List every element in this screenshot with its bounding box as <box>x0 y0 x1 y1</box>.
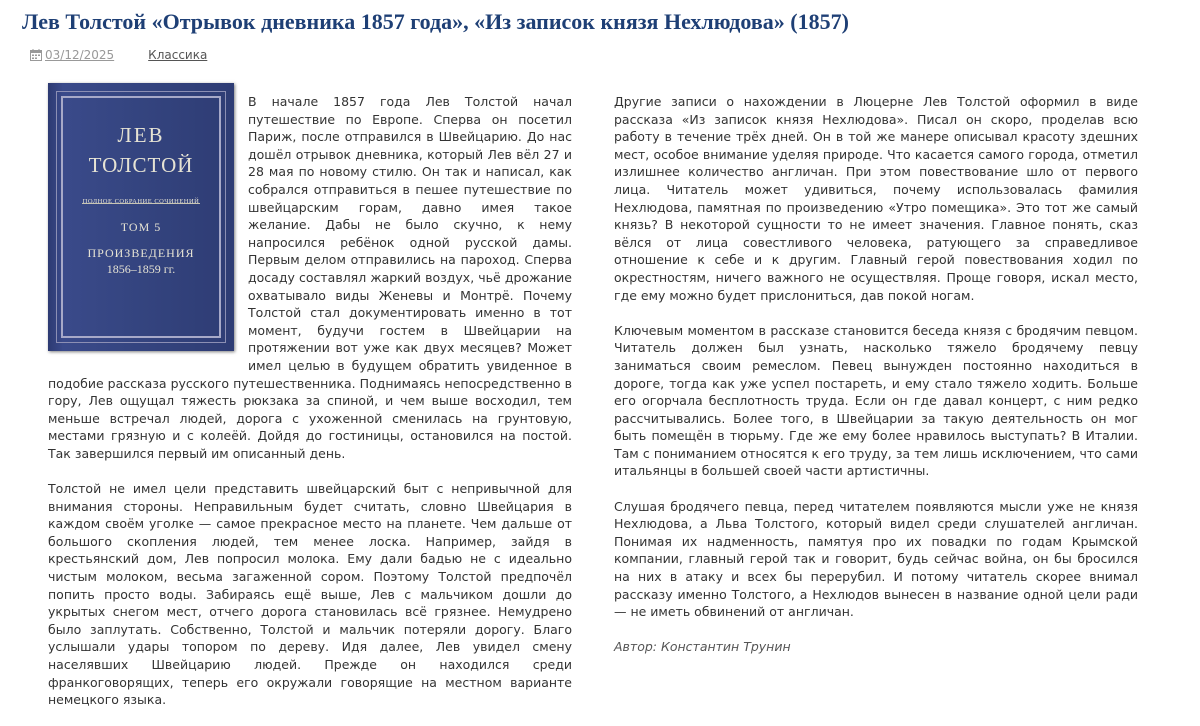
paragraph-right-2: Ключевым моментом в рассказе становится беседа князя с бродячим певцом. Читатель должен был узнать, насколько тяжело бродячему певцу заниматься своим ремеслом. Певец вынужден постоянно находиться в дороге, тогда как уже успел постареть, и ему стало тяжело ходить. Больше его огорчала бесплотность труда. Если он где давал концерт, с ним редко рассчитывались. Более того, в Швейцарии за такую деятельность он мог быть помещён в тюрьму. Где же ему более нравилось выступать? В Италии. Там с пониманием относятся к его труду, за тем лишь исключением, что сами итальянцы в большей своей части артистичны. <box>614 322 1138 479</box>
book-cover-series: ПОЛНОЕ СОБРАНИЕ СОЧИНЕНИЙ <box>82 198 200 205</box>
author-credit: Автор: Константин Трунин <box>614 639 791 655</box>
book-cover-works: ПРОИЗВЕДЕНИЯ <box>87 246 195 260</box>
article-meta <box>30 46 207 64</box>
paragraph-left-2: Толстой не имел цели представить швейцарский быт с непривычной для внимания стороны. Неправильным будет считать, словно Швейцария в каждом своём уголке — самое прекрасное место на планете. Чем дальше от большого скопления людей, тем менее лоска. Например, зайдя в крестьянский дом, Лев попросил молока. Ему дали бадью не с идеально чистым молоком, весьма загаженной сором. Поэтому Толстой предпочёл попить просто воды. Забираясь ещё выше, Лев с мальчиком дошли до укрытых снегом мест, отчего дорога становилась всё грязнее. Немудрено было заплутать. Собственно, Толстой и мальчик потеряли дорогу. Благо услышали удары топором по дереву. Идя далее, Лев увидел смену населявших Швейцарию людей. Прежде он находился среди франкоговорящих, теперь его окружали говорящие на местном варианте немецкого языка. <box>48 481 572 708</box>
book-cover-image <box>48 83 234 351</box>
book-cover-author-last: ТОЛСТОЙ <box>88 153 194 177</box>
article-title: Лев Толстой «Отрывок дневника 1857 года», «Из записок князя Нехлюдова» (1857) <box>22 9 849 34</box>
paragraph-left-1: В начале 1857 года Лев Толстой начал путешествие по Европе. Сперва он посетил Париж, после отправился в Швейцарию. До нас дошёл отрывок дневника, который Лев вёл 27 и 28 мая по новому стилю. Он так и написал, как собрался отправиться в пешее путешествие по швейцарским горам, давно имея такое желание. Дабы не было скучно, к нему напросился ребёнок одной русской дамы. Первым делом отправились на пароход. Сперва досаду составлял жаркий воздух, чьё дрожание охватывало виды Женевы и Монтрё. Почему Толстой стал документировать именно в тот момент, будучи гостем в Швейцарии на протяжении вот уже как двух месяцев? Может имел целью в будущем обратить увиденное в подобие рассказа русского путешественника. Поднимаясь непосредственно в гору, Лев ощущал тяжесть рюкзака за спиной, и чем выше восходил, тем меньше встречал людей, дорога с ухоженной сменилась на грунтовую, местами грязную и с колеёй. Дойдя до гостиницы, остановился на постой. Так завершился первый им описанный день. <box>48 94 572 461</box>
paragraph-right-3: Слушая бродячего певца, перед читателем появляются мысли уже не князя Нехлюдова, а Льва Толстого, который видел среди слушателей англичан. Понимая их надменность, памятуя про их повадки по годам Крымской компании, главный герой так и говорит, будь сейчас война, он бы бросился на них в атаку и всех бы перерубил. И потому читатель скорее внимал рассказу именно Толстого, а Нехлюдов вынесен в название одной цели ради — не иметь обвинений от англичан. <box>614 498 1138 620</box>
article-column-left <box>48 93 572 726</box>
category-link[interactable]: Классика <box>148 48 208 62</box>
book-cover-rule <box>82 203 200 204</box>
book-cover-volume: ТОМ 5 <box>120 220 162 234</box>
book-cover-years: 1856–1859 гг. <box>106 262 176 276</box>
publish-date-link[interactable]: 03/12/2025 <box>45 48 115 62</box>
book-cover-author-first: ЛЕВ <box>117 123 165 147</box>
paragraph-right-1: Другие записи о нахождении в Люцерне Лев Толстой оформил в виде рассказа «Из записок князя Нехлюдова». Писал он скоро, проделав всю работу в течение трёх дней. Он в той же манере описывал красоту здешних мест, особое внимание уделяя природе. Что касается самого города, отметил излишнее количество англичан. При этом повествование шло от первого лица. Читатель может удивиться, почему использовалась фамилия Нехлюдова, памятная по произведению «Утро помещика». Это тот же самый князь? В некоторой сущности то не имеет значения. Главное понять, сказ вёлся от лица совестливого человека, ратующего за справедливое отношение к себе и к другим. Главный герой повествования ходил по окрестностям, ничего важного не осуществляя. Проще говоря, искал место, где ему можно будет прислониться, дав покой ногам. <box>614 94 1138 303</box>
article-column-right <box>614 93 1138 674</box>
calendar-icon <box>30 49 42 61</box>
